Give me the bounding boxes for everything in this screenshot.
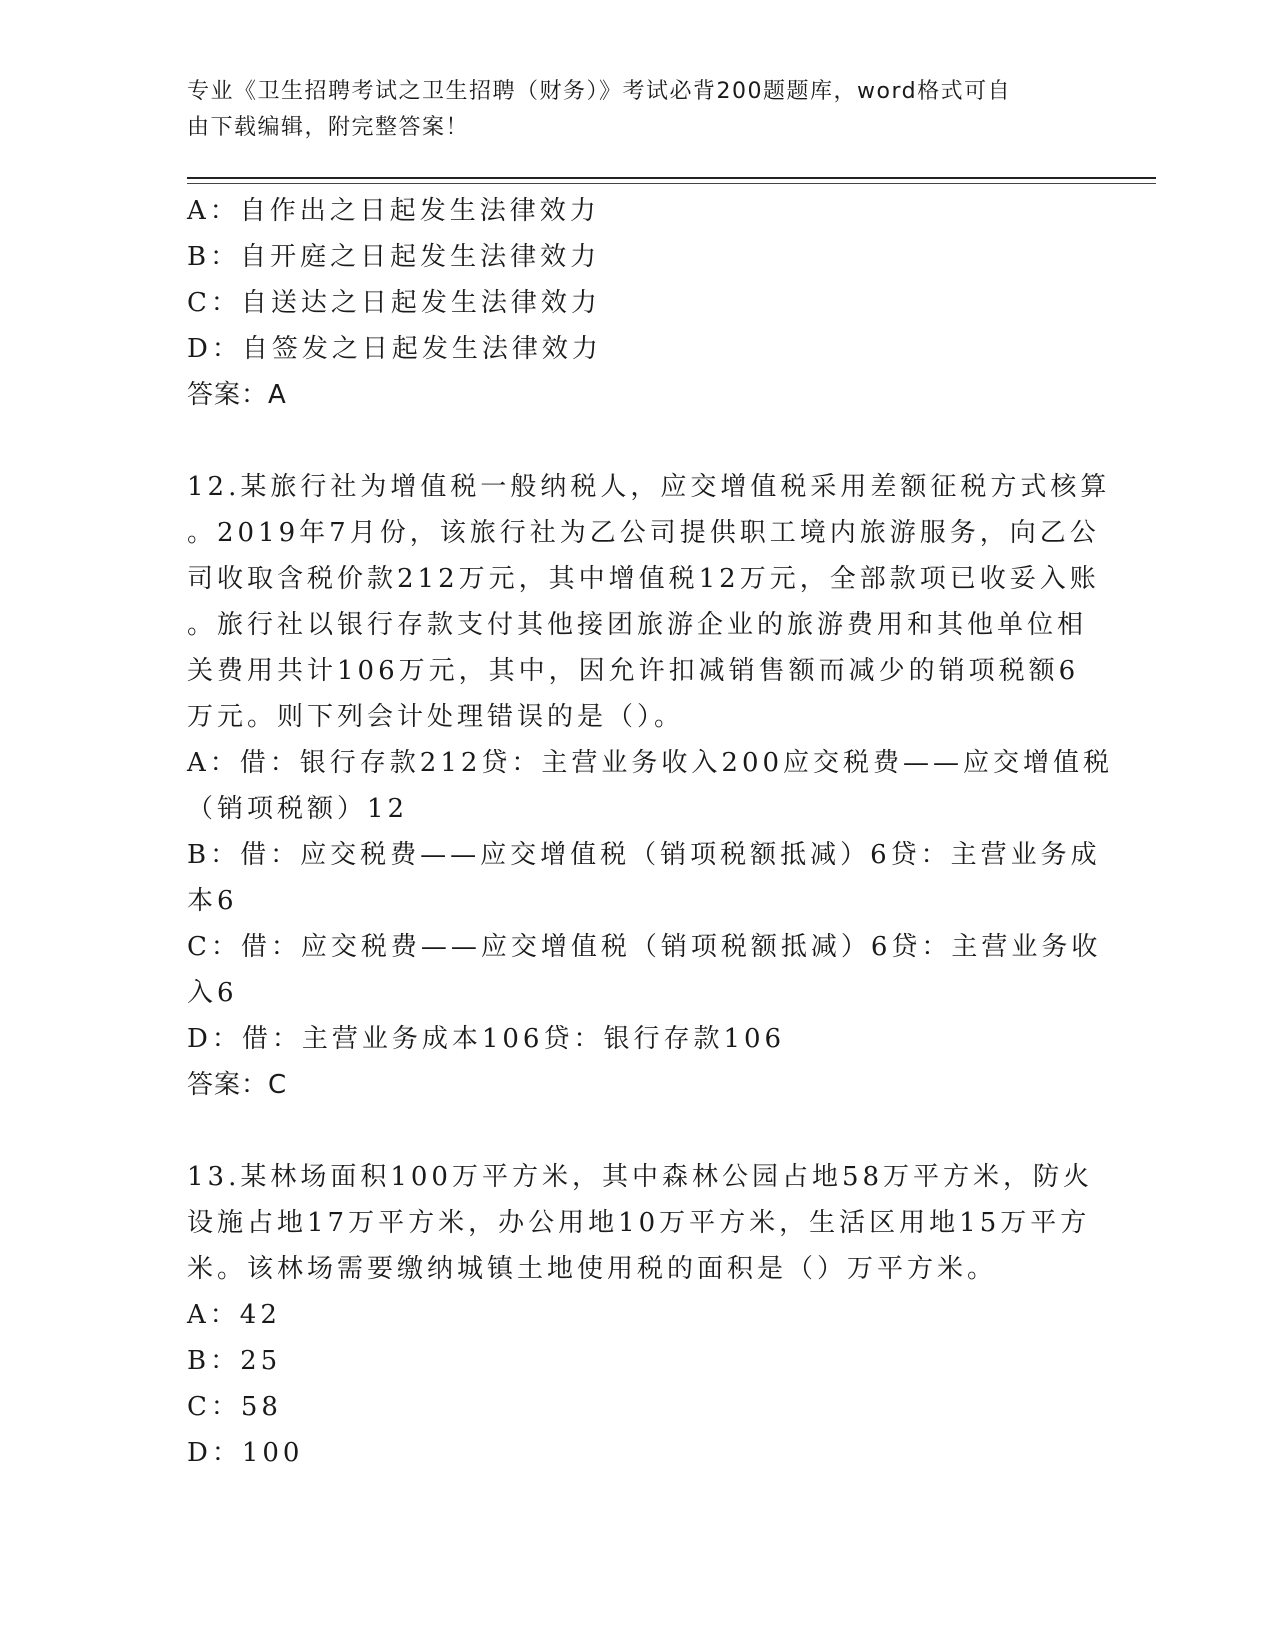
option-b-continued: 本6 xyxy=(187,886,238,916)
question-stem-line: 万元。则下列会计处理错误的是（）。 xyxy=(187,702,685,732)
option-b: B：自开庭之日起发生法律效力 xyxy=(187,242,601,272)
option-d: D：借：主营业务成本106贷：银行存款106 xyxy=(187,1024,786,1054)
option-a: A：自作出之日起发生法律效力 xyxy=(187,196,600,226)
header-divider-thin xyxy=(187,183,1156,184)
spacer xyxy=(187,1108,1067,1154)
option-d: D：自签发之日起发生法律效力 xyxy=(187,334,602,364)
answer: 答案：A xyxy=(187,380,287,410)
option-c: C：借：应交税费——应交增值税（销项税额抵减）6贷：主营业务收 xyxy=(187,932,1102,962)
question-13 xyxy=(187,1154,1094,1476)
option-b: B：借：应交税费——应交增值税（销项税额抵减）6贷：主营业务成 xyxy=(187,840,1101,870)
header-line-1: 专业《卫生招聘考试之卫生招聘（财务）》考试必背200题题库，word格式可自 xyxy=(187,79,1012,104)
question-stem-line: 设施占地17万平方米，办公用地10万平方米，生活区用地15万平方 xyxy=(187,1208,1091,1238)
question-12 xyxy=(187,464,1114,1108)
option-a: A：42 xyxy=(187,1300,281,1330)
document-body xyxy=(187,188,1114,1476)
option-c: C：自送达之日起发生法律效力 xyxy=(187,288,601,318)
question-11 xyxy=(187,188,1067,418)
answer: 答案：C xyxy=(187,1070,288,1100)
question-stem-line: 米。该林场需要缴纳城镇土地使用税的面积是（）万平方米。 xyxy=(187,1254,998,1284)
question-stem-line: 关费用共计106万元，其中，因允许扣减销售额而减少的销项税额6 xyxy=(187,656,1080,686)
header-divider-thick xyxy=(187,177,1156,179)
document-header xyxy=(187,74,1067,146)
option-a-continued: （销项税额）12 xyxy=(187,794,409,824)
question-stem-line: 12.某旅行社为增值税一般纳税人，应交增值税采用差额征税方式核算 xyxy=(187,472,1111,502)
question-stem-line: 司收取含税价款212万元，其中增值税12万元，全部款项已收妥入账 xyxy=(187,564,1100,594)
question-stem-line: 。2019年7月份，该旅行社为乙公司提供职工境内旅游服务，向乙公 xyxy=(187,518,1100,548)
spacer xyxy=(187,418,1067,464)
header-line-2: 由下载编辑，附完整答案！ xyxy=(187,115,470,140)
option-a: A：借：银行存款212贷：主营业务收入200应交税费——应交增值税 xyxy=(187,748,1114,778)
option-c: C：58 xyxy=(187,1392,282,1422)
option-c-continued: 入6 xyxy=(187,978,238,1008)
option-b: B：25 xyxy=(187,1346,282,1376)
question-stem-line: 13.某林场面积100万平方米，其中森林公园占地58万平方米，防火 xyxy=(187,1162,1094,1192)
question-stem-line: 。旅行社以银行存款支付其他接团旅游企业的旅游费用和其他单位相 xyxy=(187,610,1088,640)
option-d: D：100 xyxy=(187,1438,304,1468)
